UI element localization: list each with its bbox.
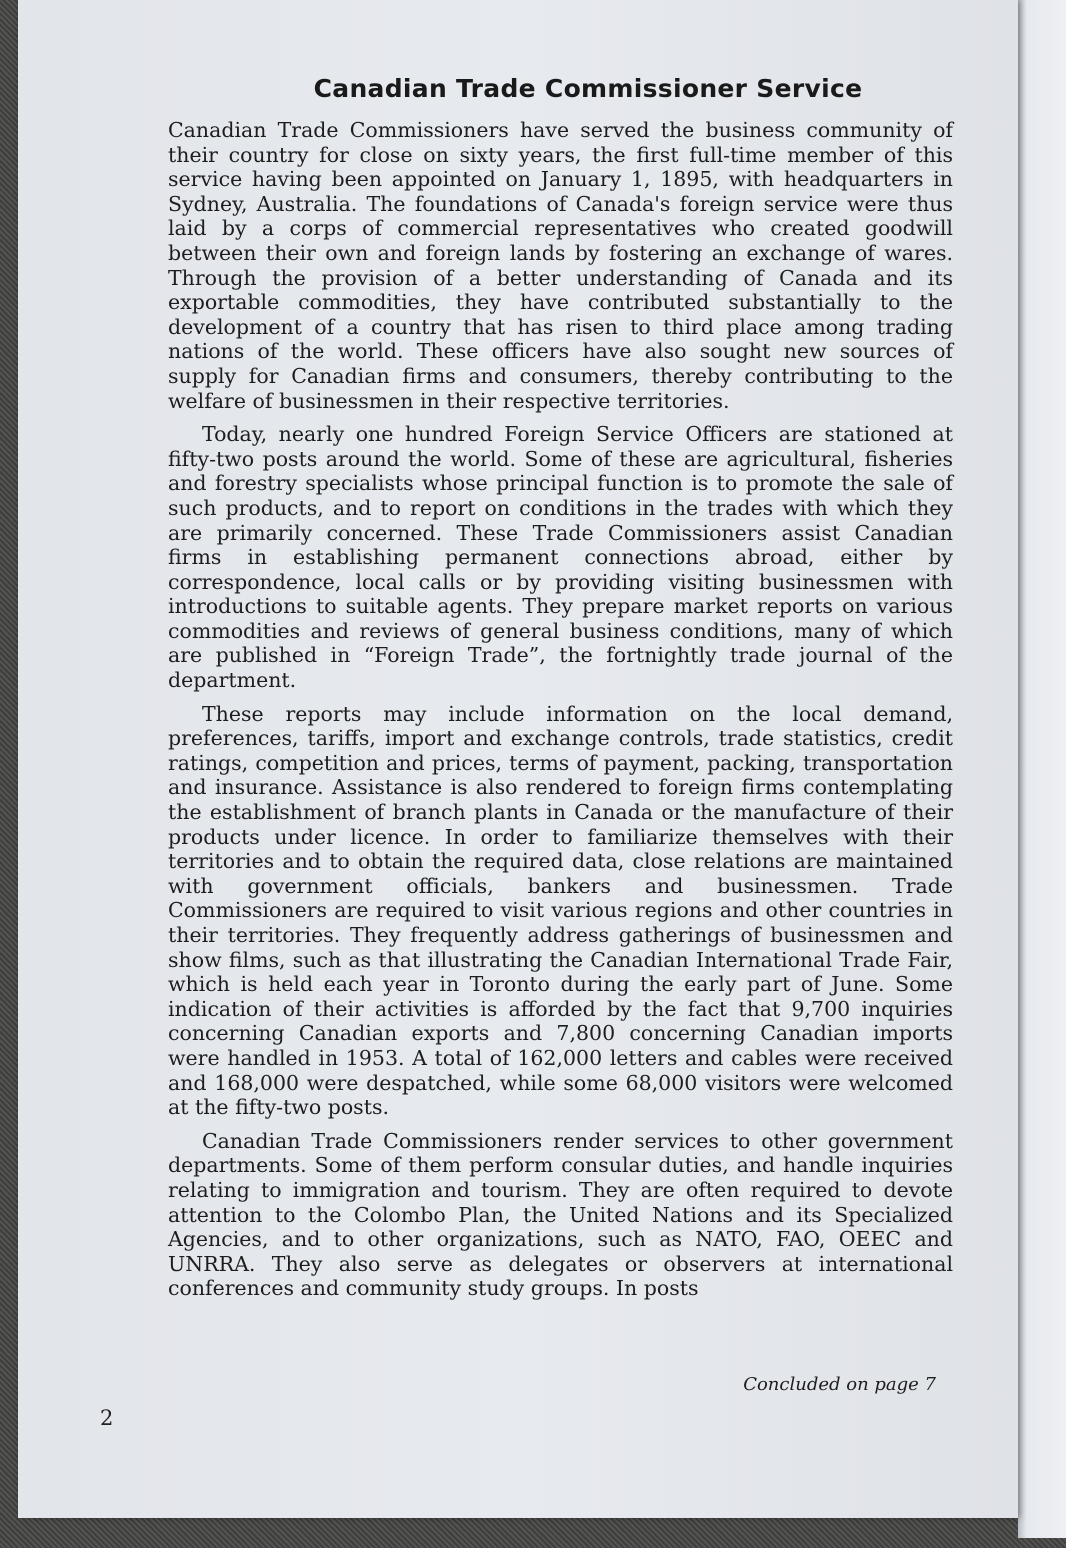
paragraph-4: Canadian Trade Commissioners render services to other government departments. Some of them perform consular duties, and handle inquiries relating to immigration and tourism. They are often required to devote attention to the Colombo Plan, the United Nations and its Specialized Agencies, and to other organizations, such as NATO, FAO, OEEC and UNRRA. They also serve as delegates or observers at international conferences and community study groups. In posts [168,1128,953,1301]
continued-note: Concluded on page 7 [743,1374,936,1395]
paragraph-1: Canadian Trade Commissioners have served the business community of their country for close on sixty years, the first full-time member of this service having been appointed on January 1, 1895, with headquarters in Sydney, Australia. The foundations of Canada's foreign service were thus laid by a corps of commercial representatives who created goodwill between their own and foreign lands by fostering an exchange of wares. Through the provision of a better understanding of Canada and its exportable commodities, they have contributed substantially to the development of a country that has risen to third place among trading nations of the world. These officers have also sought new sources of supply for Canadian firms and consumers, thereby contributing to the welfare of businessmen in their respective territories. [168,118,953,413]
page-title: Canadian Trade Commissioner Service [313,74,863,103]
article-body [168,118,953,1310]
adjacent-page-edge [1018,0,1066,1538]
paragraph-3: These reports may include information on the local demand, preferences, tariffs, import and exchange controls, trade statistics, credit ratings, competition and prices, terms of payment, packing, transportation and insurance. Assistance is also rendered to foreign firms contemplating the establishment of branch plants in Canada or the manufacture of their products under licence. In order to familiarize themselves with their territories and to obtain the required data, close relations are maintained with government officials, bankers and businessmen. Trade Commissioners are required to visit various regions and other countries in their territories. They frequently address gatherings of businessmen and show films, such as that illustrating the Canadian International Trade Fair, which is held each year in Toronto during the early part of June. Some indication of their activities is afforded by the fact that 9,700 inquiries concerning Canadian exports and 7,800 concerning Canadian imports were handled in 1953. A total of 162,000 letters and cables were received and 168,000 were despatched, while some 68,000 visitors were welcomed at the fifty-two posts. [168,701,953,1120]
paragraph-2: Today, nearly one hundred Foreign Service Officers are stationed at fifty-two posts around the world. Some of these are agricultural, fisheries and forestry specialists whose principal function is to promote the sale of such products, and to report on conditions in the trades with which they are primarily concerned. These Trade Commissioners assist Canadian firms in establishing permanent connections abroad, either by correspondence, local calls or by providing visiting businessmen with introductions to suitable agents. They prepare market reports on various commodities and reviews of general business conditions, many of which are published in “Foreign Trade”, the fortnightly trade journal of the department. [168,422,953,693]
page-number: 2 [100,1406,114,1430]
